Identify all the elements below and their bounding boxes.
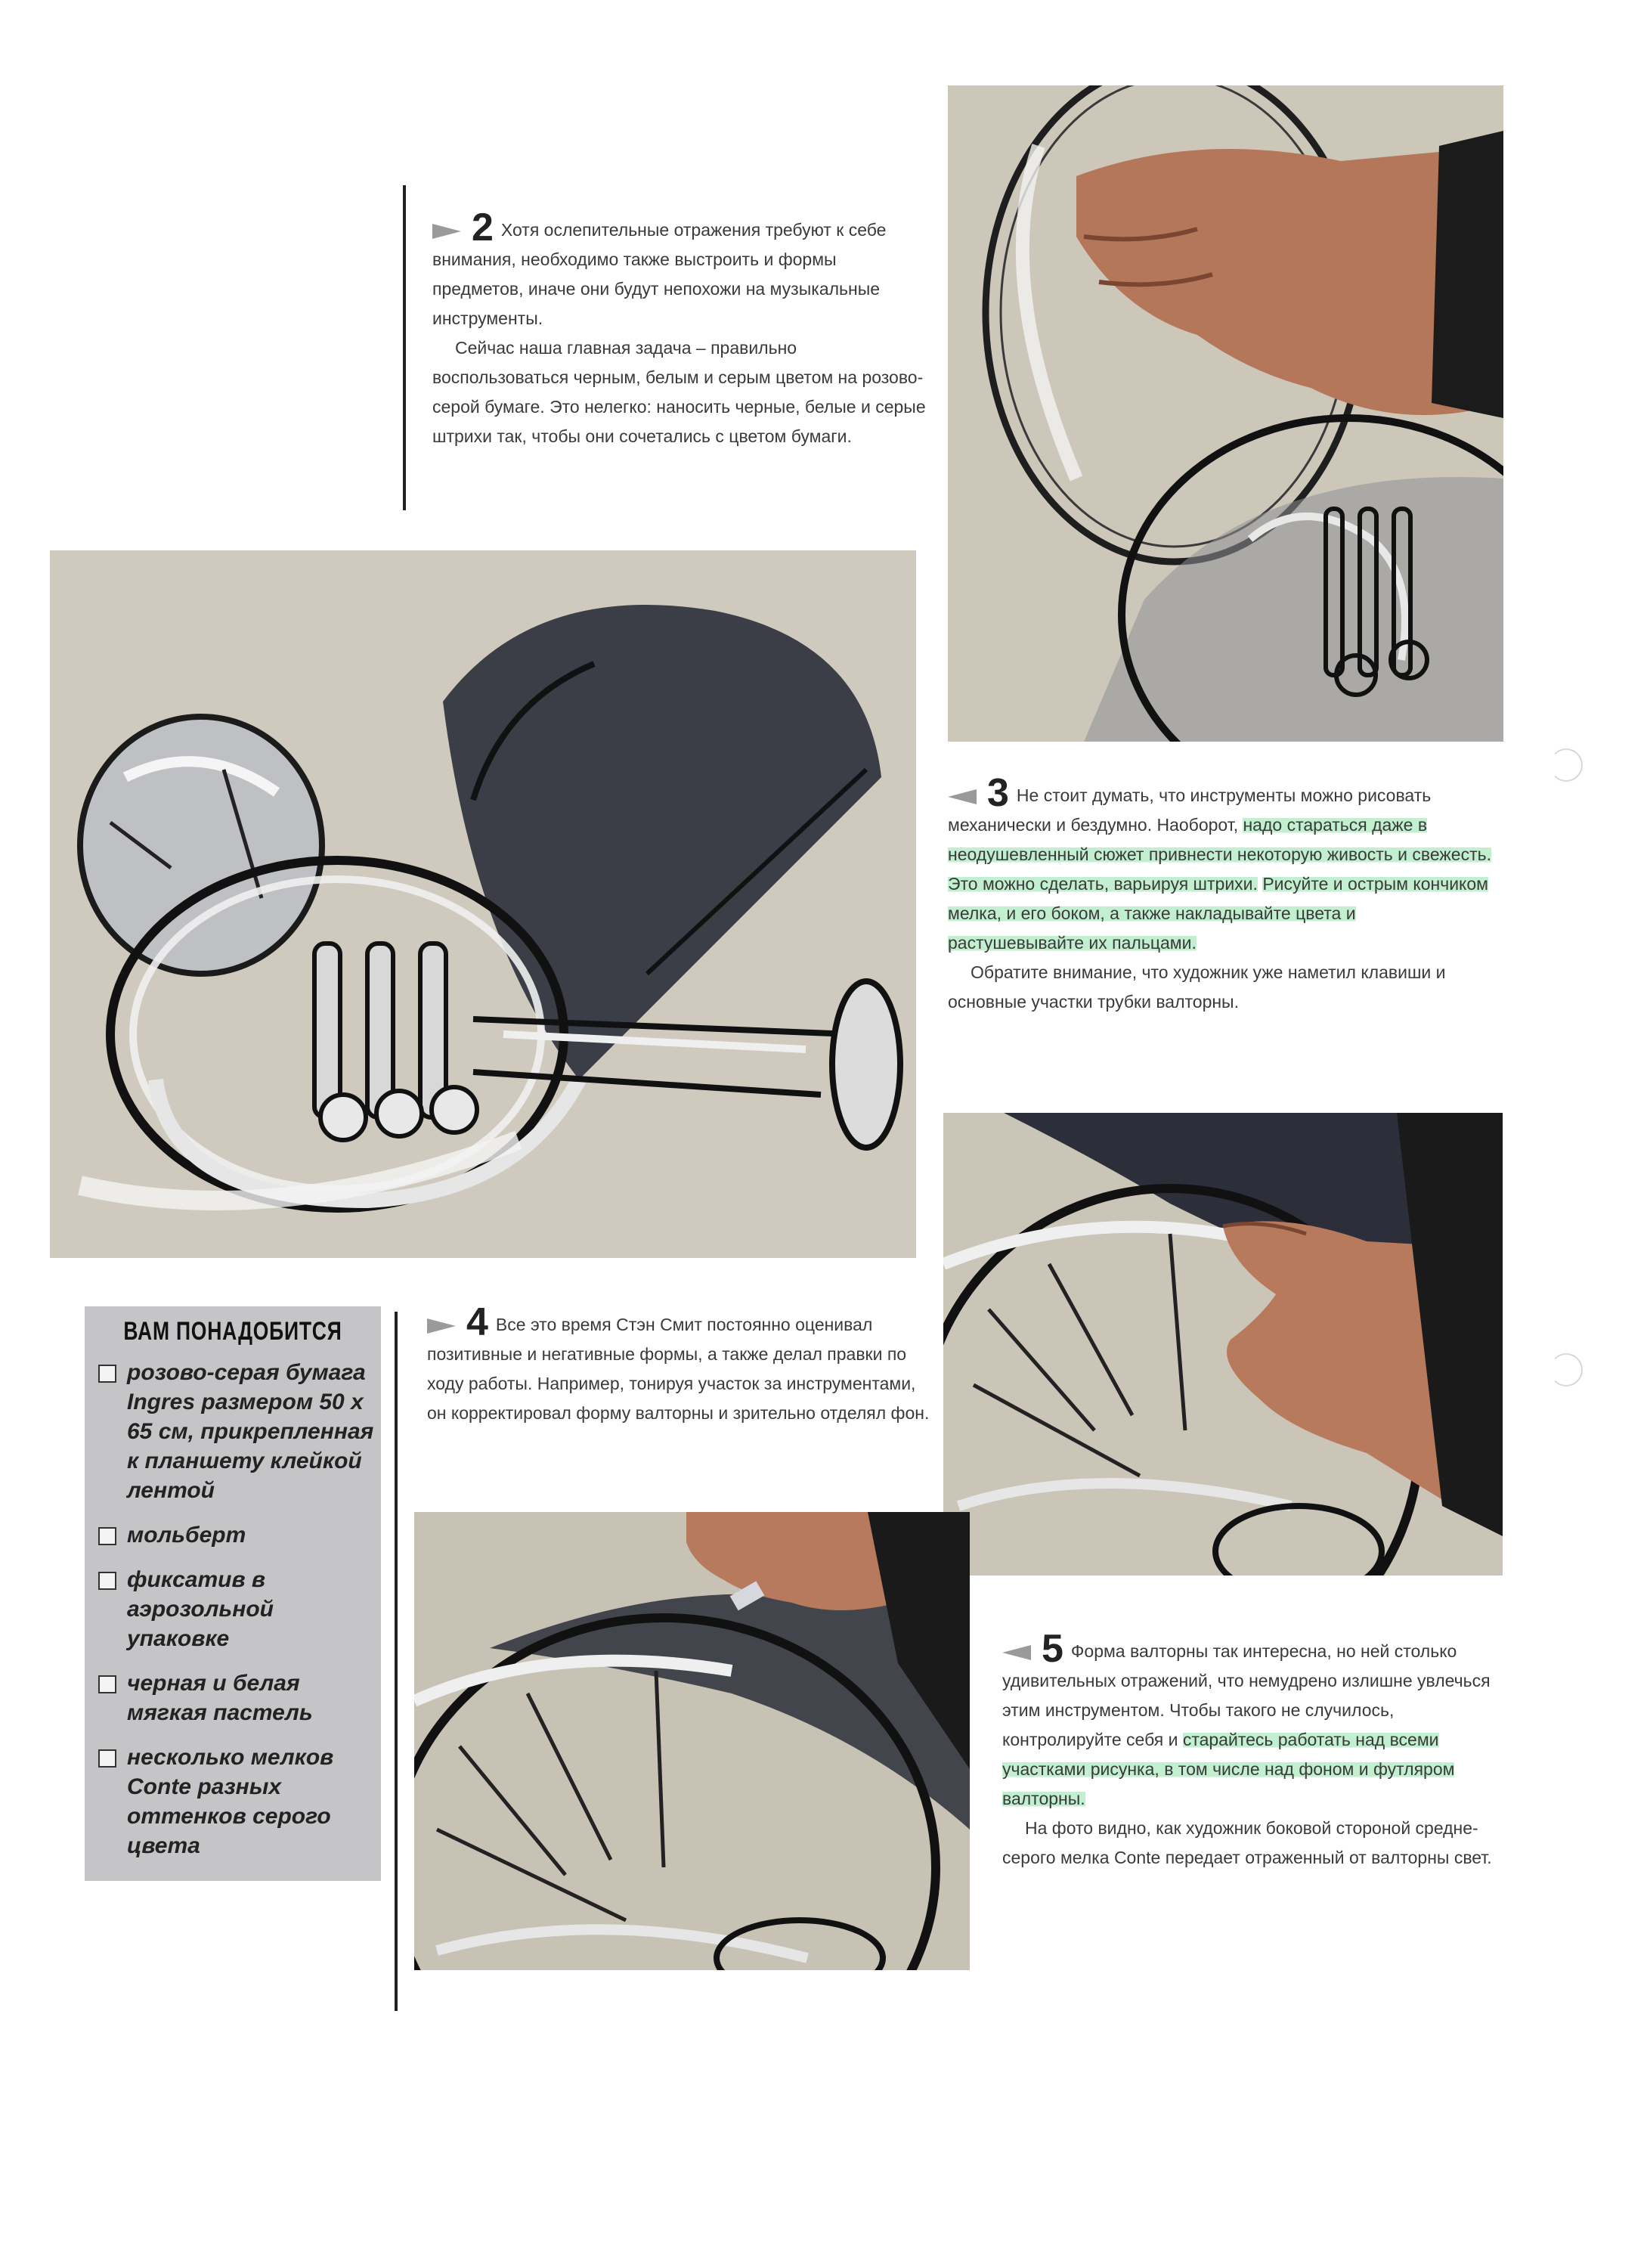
photo-illustration (948, 85, 1503, 742)
materials-item-label: фиксатив в аэрозольной упаковке (127, 1567, 274, 1651)
step-5-paragraph-2: На фото видно, как художник боковой стороной средне-серого мелка Conte передает отраженный от валторны свет. (1002, 1818, 1492, 1867)
photo-hand-drawing-horn-bell (948, 85, 1503, 742)
step-4-text (427, 1300, 933, 1428)
materials-item (95, 1520, 376, 1550)
step-5-text (1002, 1627, 1501, 1873)
materials-list (95, 1358, 376, 1876)
photo-illustration (943, 1113, 1503, 1576)
step-number: 3 (987, 771, 1009, 815)
materials-item (95, 1358, 376, 1505)
materials-title: ВАМ ПОНАДОБИТСЯ (123, 1317, 342, 1346)
checkbox-icon (98, 1749, 116, 1768)
photo-conte-crayon-highlight (414, 1512, 970, 1970)
arrow-left-icon (1002, 1645, 1031, 1660)
step-3-text (948, 771, 1492, 1017)
materials-item-label: черная и белая мягкая пастель (127, 1671, 313, 1725)
materials-item-label: розово-серая бумага Ingres размером 50 х 65 см, прикрепленная к планшету клейкой лентой (127, 1360, 374, 1503)
column-rule-bottom (395, 1312, 398, 2011)
step-2-paragraph-1: Хотя ослепительные отражения требуют к себе внимания, необходимо также выстроить и формы предметов, иначе они будут непохожи на музыкальные инструменты. (432, 220, 887, 328)
materials-box (85, 1306, 381, 1881)
step-4-paragraph-1: Все это время Стэн Смит постоянно оценивал позитивные и негативные формы, а также делал правки по ходу работы. Например, тонируя участок за инструментами, он корректировал форму валторны и зрительно отделял фон. (427, 1315, 930, 1423)
step-2-text (432, 206, 931, 451)
checkbox-icon (98, 1365, 116, 1383)
step-number: 2 (472, 206, 494, 249)
step-number: 5 (1042, 1627, 1063, 1671)
step-3-paragraph-2: Обратите внимание, что художник уже наметил клавиши и основные участки трубки валторны. (948, 962, 1446, 1012)
photo-illustration (414, 1512, 970, 1970)
step-5-highlight: старайтесь работать над всеми участками рисунка, в том числе над фоном и футляром валторны. (1002, 1730, 1455, 1808)
photo-illustration (50, 550, 916, 1258)
arrow-left-icon (948, 789, 977, 804)
materials-item-label: несколько мелков Conte разных оттенков серого цвета (127, 1745, 334, 1858)
step-3-highlight-1: надо стараться даже в неодушевленный сюжет привнести некоторую живость и свежесть. Это можно сделать, варьируя штрихи. (948, 815, 1491, 894)
materials-item (95, 1565, 376, 1653)
step-number: 4 (466, 1300, 488, 1344)
checkbox-icon (98, 1572, 116, 1590)
checkbox-icon (98, 1675, 116, 1693)
column-rule-top (403, 185, 406, 510)
materials-item (95, 1743, 376, 1861)
checkbox-icon (98, 1527, 116, 1545)
step-3-text-a: Не стоит думать, что инструменты можно рисовать механически и бездумно. Наоборот, (948, 785, 1432, 835)
arrow-right-icon (432, 224, 461, 239)
photo-pastel-drawing-horn (50, 550, 916, 1258)
photo-finger-blending (943, 1113, 1503, 1576)
step-3-highlight-2: Рисуйте и острым кончиком мелка, и его боком, а также накладывайте цвета и растушевывайте их пальцами. (948, 874, 1488, 953)
punch-hole-mark (1549, 1353, 1583, 1387)
materials-item-label: мольберт (127, 1523, 246, 1548)
materials-item (95, 1668, 376, 1727)
step-2-paragraph-2: Сейчас наша главная задача – правильно воспользоваться черным, белым и серым цветом на розово-серой бумаге. Это нелегко: наносить черные, белые и серые штрихи так, чтобы они сочетались с цветом бумаги. (432, 338, 926, 446)
step-5-text-a: Форма валторны так интересна, но ней столько удивительных отражений, что немудрено излишне увлечься этим инструментом. Чтобы такого не случилось, контролируйте себя и (1002, 1641, 1491, 1749)
punch-hole-mark (1549, 748, 1583, 782)
arrow-right-icon (427, 1318, 456, 1334)
